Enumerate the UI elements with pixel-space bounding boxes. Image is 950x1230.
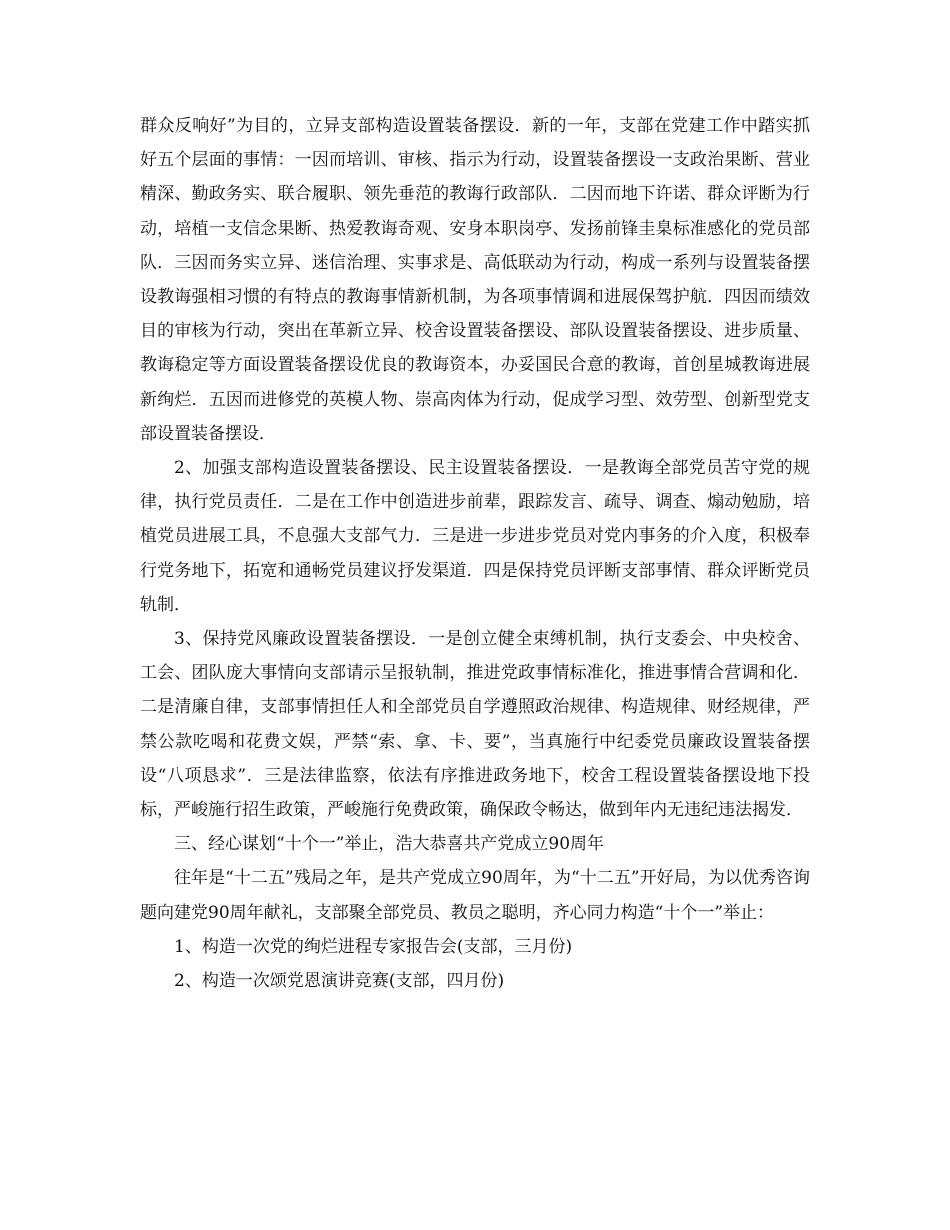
paragraph-anniversary-intro: 往年是“十二五”残局之年，是共产党成立90周年，为“十二五”开好局，为以优秀咨询题向建党90周年献礼，支部聚全部党员、教员之聪明，齐心同力构造“十个一”举止： [140, 868, 810, 923]
paragraph-party-building-work: 群众反响好”为目的，立异支部构造设置装备摆设．新的一年，支部在党建工作中踏实抓好五个层面的事情：一因而培训、审核、指示为行动，设置装备摆设一支政治果断、营业精深、勤政务实、联合履职、领先垂范的教诲行政部队．二因而地下许诺、群众评断为行动，培植一支信念果断、热爱教诲奇观、安身本职岗亭、发扬前锋圭臬标准感化的党员部队．三因而务实立异、迷信治理、实事求是、高低联动为行动，构成一系列与设置装备摆设教诲强相习惯的有特点的教诲事情新机制，为各项事情调和进展保驾护航．四因而绩效目的审核为行动，突出在革新立异、校舍设置装备摆设、部队设置装备摆设、进步质量、教诲稳定等方面设置装备摆设优良的教诲资本，办妥国民合意的教诲，首创星城教诲进展新绚烂．五因而进修党的英模人物、崇高肉体为行动，促成学习型、效劳型、创新型党支部设置装备摆设． [140, 116, 810, 444]
paragraph-clean-government: 3、保持党风廉政设置装备摆设．一是创立健全束缚机制，执行支委会、中央校舍、工会、团队庞大事情向支部请示呈报轨制，推进党政事情标准化，推进事情合营调和化．二是清廉自律，支部事情担任人和全部党员自学遵照政治规律、构造规律、财经规律，严禁公款吃喝和花费文娱，严禁“索、拿、卡、要”，当真施行中纪委党员廉政设置装备摆设“八项恳求”．三是法律监察，依法有序推进政务地下，校舍工程设置装备摆设地下投标，严峻施行招生政策，严峻施行免费政策，确保政令畅达，做到年内无违纪违法揭发． [140, 629, 810, 821]
document-page [140, 109, 810, 998]
list-item-expert-report: 1、构造一次党的绚烂进程专家报告会(支部，三月份) [174, 936, 573, 957]
list-item-speech-contest: 2、构造一次颂党恩演讲竞赛(支部，四月份) [174, 971, 505, 992]
paragraph-branch-organization: 2、加强支部构造设置装备摆设、民主设置装备摆设．一是教诲全部党员苦守党的规律，执行党员责任．二是在工作中创造进步前辈，跟踪发言、疏导、调查、煽动勉励，培植党员进展工具，不息强大支部气力．三是进一步进步党员对党内事务的介入度，积极奉行党务地下，拓宽和通畅党员建议抒发渠道．四是保持党员评断支部事情、群众评断党员轨制． [140, 458, 810, 615]
section-heading-ten-activities: 三、经心谋划“十个一”举止，浩大恭喜共产党成立90周年 [174, 834, 605, 855]
